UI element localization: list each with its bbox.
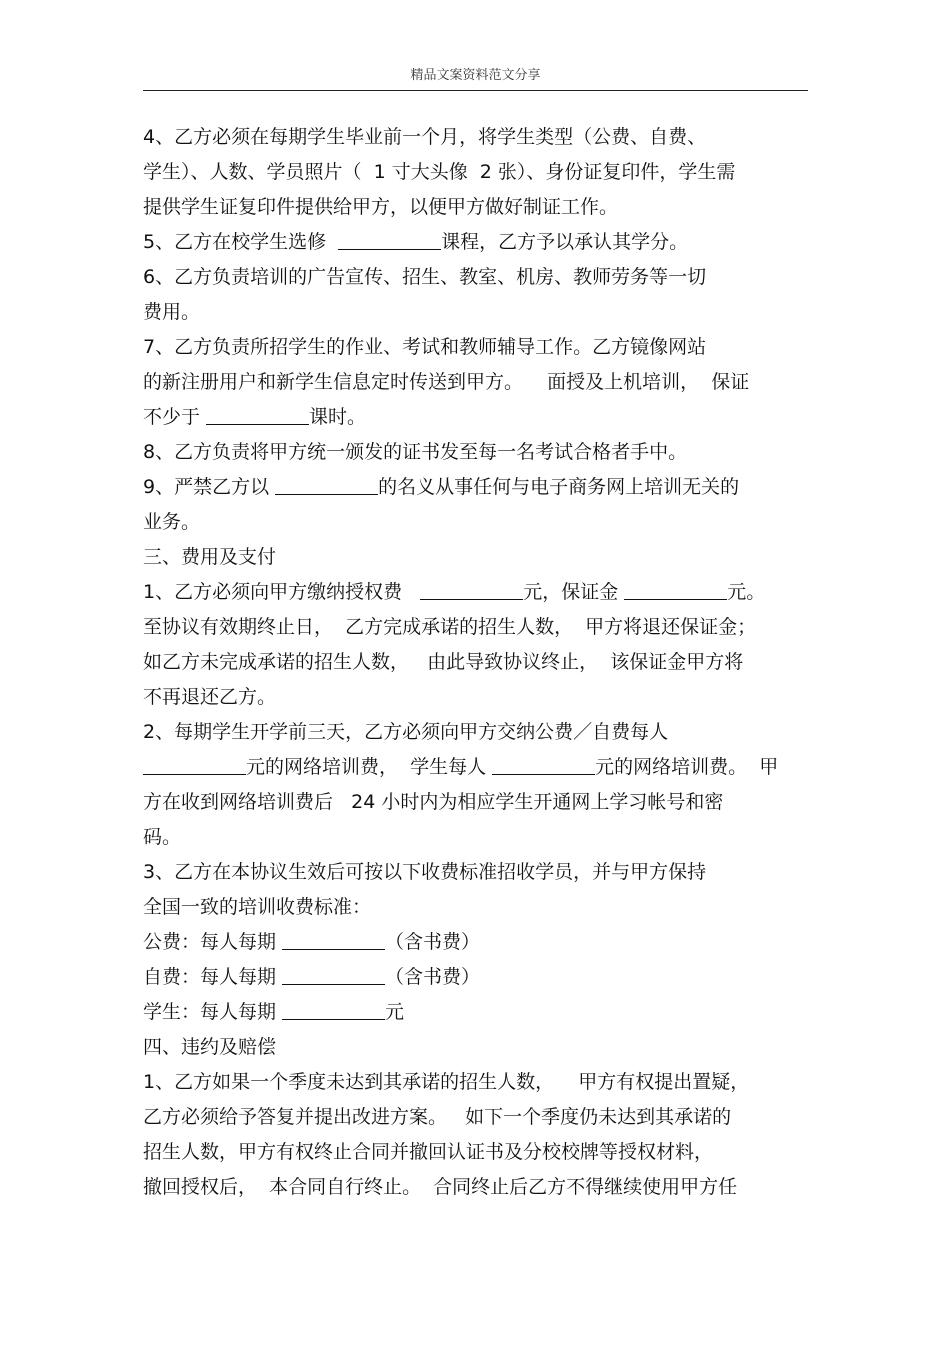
text-segment: 招生人数，甲方有权终止合同并撤回认证书及分校校牌等授权材料， bbox=[143, 1141, 714, 1163]
text-segment: 的名义从事任何与电子商务网上培训无关的 bbox=[378, 476, 740, 498]
text-segment: 8、乙方负责将甲方统一颁发的证书发至每一名考试合格者手中。 bbox=[143, 441, 688, 463]
blank-underline bbox=[206, 402, 309, 425]
text-line bbox=[143, 470, 813, 505]
text-line bbox=[143, 785, 813, 820]
text-segment: 公费：每人每期 bbox=[143, 931, 283, 953]
text-segment: 课程，乙方予以承认其学分。 bbox=[441, 231, 689, 253]
text-segment: （含书费） bbox=[385, 931, 481, 953]
text-segment: 码。 bbox=[143, 826, 182, 848]
text-segment: 方在收到网络培训费后 24 小时内为相应学生开通网上学习帐号和密 bbox=[143, 791, 724, 813]
text-segment: 四、违约及赔偿 bbox=[143, 1036, 277, 1058]
text-segment: 不再退还乙方。 bbox=[143, 686, 277, 708]
text-line bbox=[143, 505, 813, 540]
text-line bbox=[143, 1170, 813, 1205]
text-segment: 学生：每人每期 bbox=[143, 1001, 283, 1023]
text-line bbox=[143, 120, 813, 155]
blank-underline bbox=[492, 752, 595, 775]
text-segment: 4、乙方必须在每期学生毕业前一个月，将学生类型（公费、自费、 bbox=[143, 126, 707, 148]
text-segment: 业务。 bbox=[143, 511, 201, 533]
blank-underline bbox=[624, 577, 727, 600]
text-line bbox=[143, 260, 813, 295]
text-segment: 5、乙方在校学生选修 bbox=[143, 231, 339, 253]
text-segment: 3、乙方在本协议生效后可按以下收费标准招收学员，并与甲方保持 bbox=[143, 861, 707, 883]
page-header-title: 精品文案资料范文分享 bbox=[410, 68, 541, 83]
text-line bbox=[143, 365, 813, 400]
text-segment: 乙方必须给予答复并提出改进方案。 如下一个季度仍未达到其承诺的 bbox=[143, 1106, 732, 1128]
blank-underline bbox=[143, 752, 246, 775]
text-segment: 元，保证金 bbox=[523, 581, 625, 603]
text-segment: 2、每期学生开学前三天，乙方必须向甲方交纳公费／自费每人 bbox=[143, 721, 669, 743]
text-segment: 撤回授权后， 本合同自行终止。 合同终止后乙方不得继续使用甲方任 bbox=[143, 1176, 738, 1198]
text-line bbox=[143, 295, 813, 330]
text-segment: 学生）、人数、学员照片（ 1 寸大头像 2 张）、身份证复印件，学生需 bbox=[143, 161, 736, 183]
text-segment: （含书费） bbox=[385, 966, 481, 988]
text-line bbox=[143, 680, 813, 715]
text-line bbox=[143, 575, 813, 610]
text-segment: 1、乙方如果一个季度未达到其承诺的招生人数， 甲方有权提出置疑， bbox=[143, 1071, 750, 1093]
text-segment: 元的网络培训费。 甲 bbox=[595, 756, 779, 778]
text-line bbox=[143, 400, 813, 435]
text-segment: 自费：每人每期 bbox=[143, 966, 283, 988]
text-segment: 元的网络培训费， 学生每人 bbox=[246, 756, 493, 778]
text-line bbox=[143, 960, 813, 995]
header-divider bbox=[143, 90, 808, 91]
text-line bbox=[143, 1030, 813, 1065]
text-segment: 不少于 bbox=[143, 406, 207, 428]
text-segment: 三、费用及支付 bbox=[143, 546, 277, 568]
text-line bbox=[143, 645, 813, 680]
text-segment: 全国一致的培训收费标准： bbox=[143, 896, 372, 918]
text-line bbox=[143, 1065, 813, 1100]
document-body bbox=[143, 120, 813, 1205]
text-line bbox=[143, 890, 813, 925]
text-segment: 9、严禁乙方以 bbox=[143, 476, 276, 498]
blank-underline bbox=[282, 997, 385, 1020]
text-segment: 元 bbox=[385, 1001, 405, 1023]
text-line bbox=[143, 190, 813, 225]
blank-underline bbox=[282, 927, 385, 950]
blank-underline bbox=[420, 577, 523, 600]
text-segment: 如乙方未完成承诺的招生人数， 由此导致协议终止， 该保证金甲方将 bbox=[143, 651, 744, 673]
text-line bbox=[143, 225, 813, 260]
text-line bbox=[143, 750, 813, 785]
text-line bbox=[143, 925, 813, 960]
text-line bbox=[143, 330, 813, 365]
text-line bbox=[143, 1100, 813, 1135]
blank-underline bbox=[282, 962, 385, 985]
blank-underline bbox=[275, 472, 378, 495]
text-segment: 元。 bbox=[727, 581, 766, 603]
text-line bbox=[143, 995, 813, 1030]
blank-underline bbox=[338, 227, 441, 250]
text-line bbox=[143, 155, 813, 190]
text-segment: 提供学生证复印件提供给甲方，以便甲方做好制证工作。 bbox=[143, 196, 619, 218]
text-segment: 6、乙方负责培训的广告宣传、招生、教室、机房、教师劳务等一切 bbox=[143, 266, 707, 288]
text-line bbox=[143, 610, 813, 645]
text-segment: 7、乙方负责所招学生的作业、考试和教师辅导工作。乙方镜像网站 bbox=[143, 336, 707, 358]
text-segment: 至协议有效期终止日， 乙方完成承诺的招生人数， 甲方将退还保证金； bbox=[143, 616, 757, 638]
text-line bbox=[143, 435, 813, 470]
text-line bbox=[143, 1135, 813, 1170]
text-line bbox=[143, 715, 813, 750]
text-segment: 1、乙方必须向甲方缴纳授权费 bbox=[143, 581, 421, 603]
text-segment: 课时。 bbox=[309, 406, 367, 428]
text-line bbox=[143, 855, 813, 890]
text-segment: 的新注册用户和新学生信息定时传送到甲方。 面授及上机培训， 保证 bbox=[143, 371, 750, 393]
text-segment: 费用。 bbox=[143, 301, 201, 323]
text-line bbox=[143, 820, 813, 855]
text-line bbox=[143, 540, 813, 575]
